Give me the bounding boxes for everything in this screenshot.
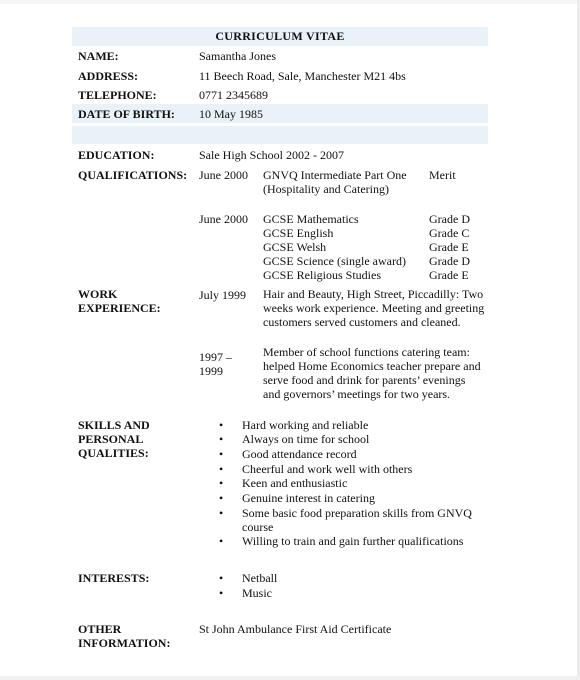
bullet-icon: •: [219, 447, 224, 461]
skill-item: Good attendance record: [242, 447, 357, 461]
qualification-subject: GCSE English: [263, 226, 334, 240]
bullet-icon: •: [219, 586, 224, 600]
name-value: Samantha Jones: [199, 49, 276, 63]
bullet-icon: •: [219, 462, 224, 476]
work-description-line: customers served customers and cleaned.: [263, 315, 461, 329]
qualification-grade: Grade D: [429, 254, 470, 268]
skill-item: Willing to train and gain further qualifications: [242, 534, 464, 548]
education-value: Sale High School 2002 - 2007: [199, 148, 344, 162]
work-date: 1997 –: [199, 350, 232, 364]
qualification-subject: GNVQ Intermediate Part One: [263, 168, 407, 182]
qualifications-label: QUALIFICATIONS:: [78, 168, 188, 182]
bullet-icon: •: [219, 491, 224, 505]
skill-item: Hard working and reliable: [242, 418, 369, 432]
other-label: INFORMATION:: [78, 636, 171, 650]
name-label: NAME:: [78, 49, 119, 63]
qualification-subject: GCSE Mathematics: [263, 212, 359, 226]
work-description-line: helped Home Economics teacher prepare and: [263, 359, 481, 373]
skills-label: PERSONAL: [78, 432, 144, 446]
work-label: EXPERIENCE:: [78, 301, 161, 315]
qualification-date: June 2000: [199, 212, 248, 226]
skill-item-continued: course: [242, 520, 274, 534]
work-date: 1999: [199, 364, 223, 378]
qualification-subject: GCSE Science (single award): [263, 254, 406, 268]
bullet-icon: •: [219, 534, 224, 548]
qualification-subject: (Hospitality and Catering): [263, 182, 389, 196]
skill-item: Keen and enthusiastic: [242, 476, 348, 490]
bullet-icon: •: [219, 432, 224, 446]
address-label: ADDRESS:: [78, 69, 139, 83]
interests-label: INTERESTS:: [78, 571, 150, 585]
qualification-subject: GCSE Welsh: [263, 240, 327, 254]
dob-value: 10 May 1985: [199, 107, 263, 121]
bullet-icon: •: [219, 418, 224, 432]
bullet-icon: •: [219, 476, 224, 490]
work-description-line: and governors’ meetings for two years.: [263, 387, 451, 401]
interest-item: Music: [242, 586, 272, 600]
bullet-icon: •: [219, 571, 224, 585]
dob-label: DATE OF BIRTH:: [78, 107, 175, 121]
page-top-edge: [0, 0, 580, 4]
work-description-line: weeks work experience. Meeting and greeting: [263, 301, 485, 315]
work-description-line: serve food and drink for parents’ evenings: [263, 373, 466, 387]
skill-item: Genuine interest in catering: [242, 491, 375, 505]
qualification-grade: Grade E: [429, 268, 469, 282]
qualification-grade: Grade E: [429, 240, 469, 254]
skills-label: QUALITIES:: [78, 446, 149, 460]
interest-item: Netball: [242, 571, 278, 585]
bullet-icon: •: [219, 506, 224, 520]
work-description-line: Member of school functions catering team:: [263, 345, 470, 359]
other-label: OTHER: [78, 622, 122, 636]
telephone-value: 0771 2345689: [199, 88, 268, 102]
skill-item: Some basic food preparation skills from GNVQ: [242, 506, 472, 520]
qualification-date: June 2000: [199, 168, 248, 182]
qualification-grade: Grade D: [429, 212, 470, 226]
qualification-grade: Grade C: [429, 226, 470, 240]
document-title: CURRICULUM VITAE: [215, 29, 345, 43]
education-label: EDUCATION:: [78, 148, 155, 162]
skill-item: Cheerful and work well with others: [242, 462, 413, 476]
skills-label: SKILLS AND: [78, 418, 150, 432]
work-description-line: Hair and Beauty, High Street, Piccadilly: Two: [263, 287, 484, 301]
qualification-grade: Merit: [429, 168, 456, 182]
address-value: 11 Beech Road, Sale, Manchester M21 4bs: [199, 69, 406, 83]
spacer-band: [72, 126, 488, 144]
page-bottom-edge: [0, 676, 580, 680]
other-value: St John Ambulance First Aid Certificate: [199, 622, 392, 636]
qualification-subject: GCSE Religious Studies: [263, 268, 382, 282]
work-date: July 1999: [199, 288, 247, 302]
telephone-label: TELEPHONE:: [78, 88, 157, 102]
work-label: WORK: [78, 287, 118, 301]
skill-item: Always on time for school: [242, 432, 370, 446]
